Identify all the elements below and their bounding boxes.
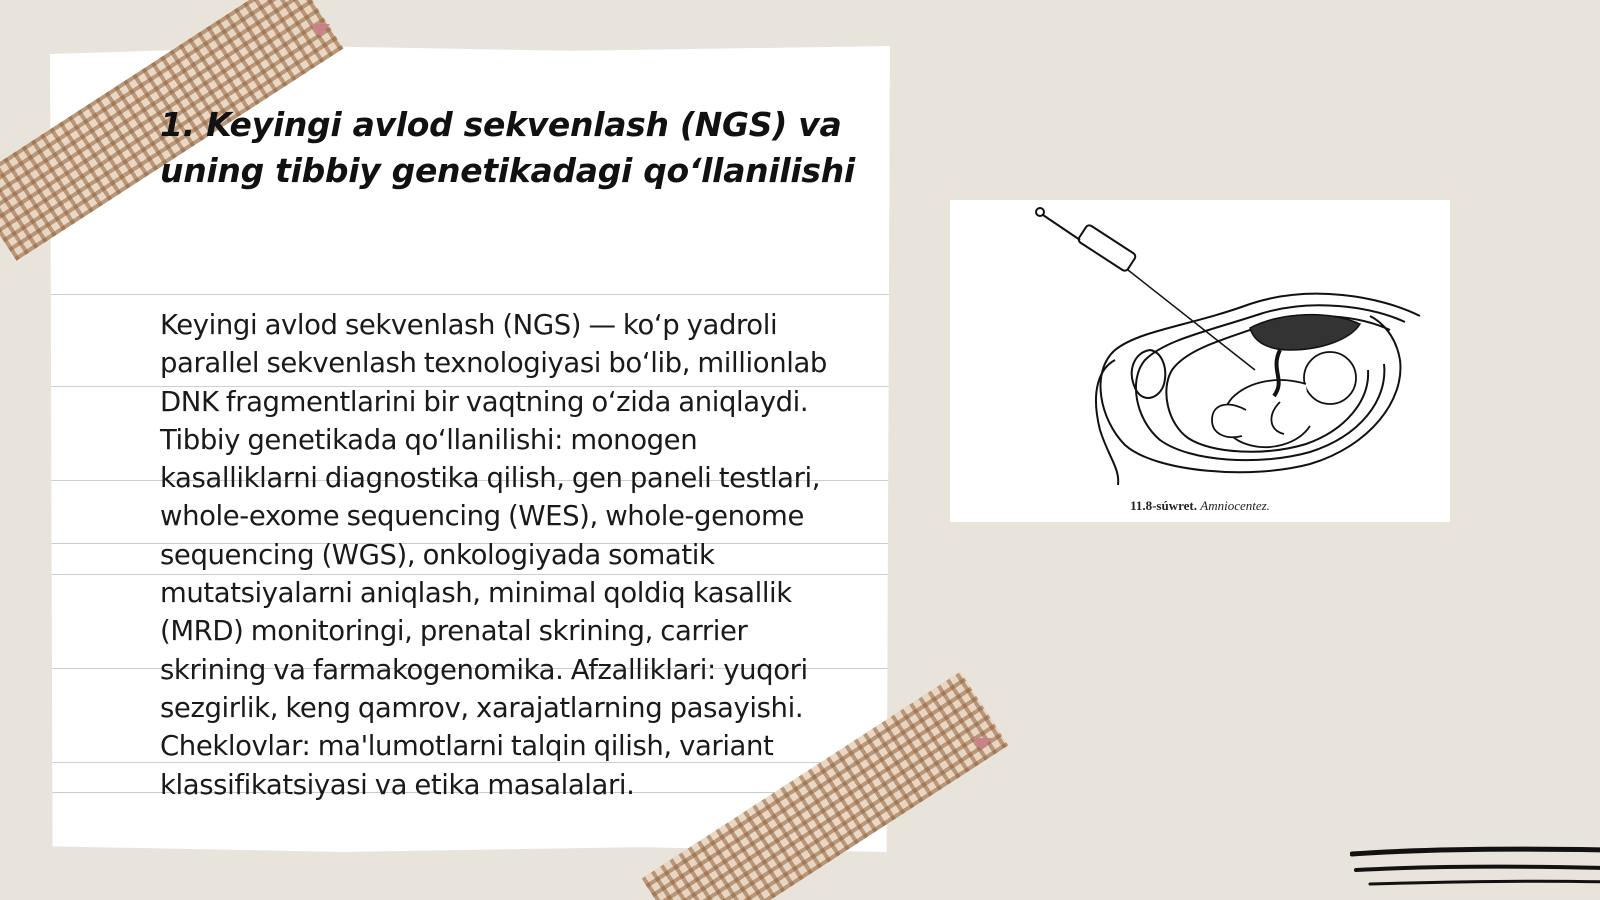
figure-caption-number: 11.8-súwret. [1130, 498, 1197, 513]
pin-icon [972, 738, 992, 750]
slide-body-text: Keyingi avlod sekvenlash (NGS) — ko‘p yadroli parallel sekvenlash texnologiyasi bo‘lib, millionlab DNK fragmentlarini bir vaqtning o‘zida aniqlaydi. Tibbiy genetikada qo‘llanilishi: monogen kasalliklarni diagnostika qilish, gen paneli testlari, whole-exome sequencing (WES), whole-genome sequencing (WGS), onkologiyada somatik mutatsiyalarni aniqlash, minimal qoldiq kasallik (MRD) monitoringi, prenatal skrining, carrier skrining va farmakogenomika. Afzalliklari: yuqori sezgirlik, keng qamrov, xarajatlarning pasayishi. Cheklovlar: ma'lumotlarni talqin qilish, variant klassifikatsiyasi va etika masalalari. [160, 309, 827, 801]
pin-icon [310, 24, 330, 36]
brush-stroke-decoration [1350, 846, 1600, 896]
figure-caption-text: Amniocentez. [1200, 498, 1270, 513]
amniocentesis-illustration [950, 200, 1450, 500]
amniocentesis-figure [950, 200, 1450, 522]
figure-caption [950, 498, 1450, 514]
paper-rule [50, 294, 890, 295]
slide-title: 1. Keyingi avlod sekvenlash (NGS) va uning tibbiy genetikadagi qo‘llanilishi [160, 105, 855, 190]
